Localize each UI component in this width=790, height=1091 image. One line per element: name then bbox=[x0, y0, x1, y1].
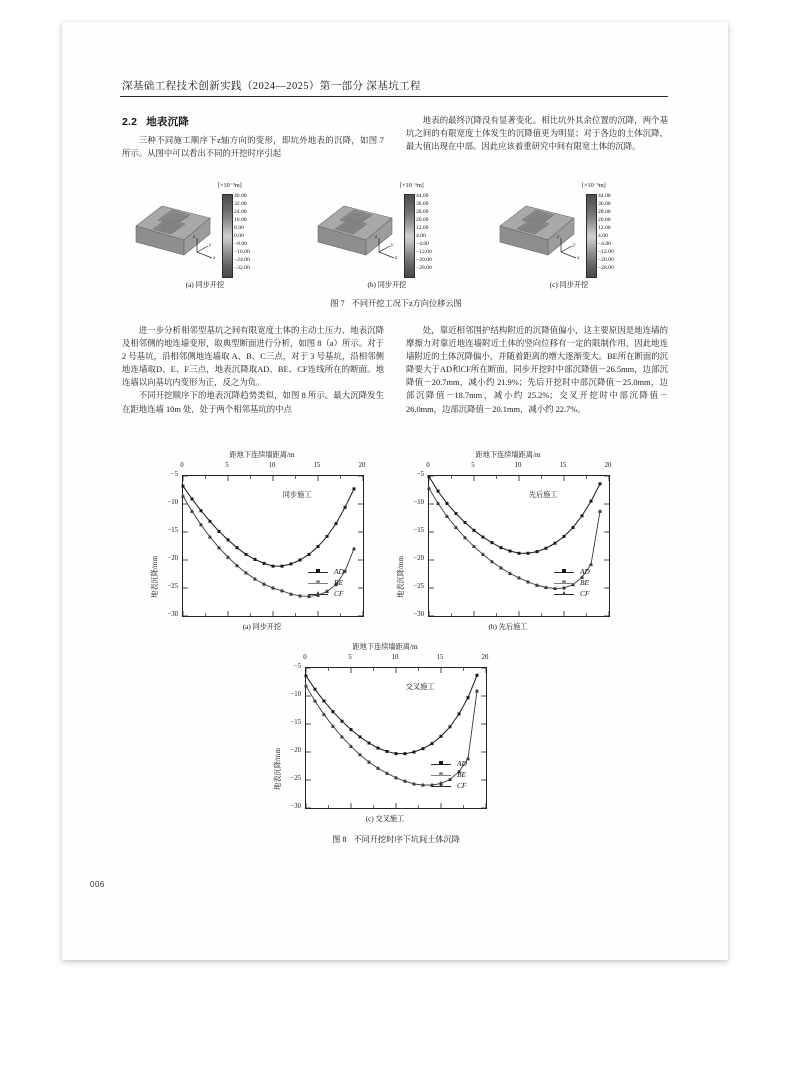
data-point bbox=[563, 535, 566, 538]
svg-text:y: y bbox=[573, 242, 576, 248]
chart-xtick-label: 20 bbox=[604, 462, 612, 469]
chart-annotation: 同步施工 bbox=[282, 491, 312, 500]
series-line-AD bbox=[183, 486, 354, 566]
chart-ytick-label: −20 bbox=[167, 555, 178, 562]
data-point bbox=[377, 747, 380, 750]
colorbar-tick: 12.00 bbox=[598, 225, 611, 231]
colorbar-tick: 20.00 bbox=[598, 217, 611, 223]
chart-xtick-label: 20 bbox=[358, 462, 366, 469]
chart-panel-c bbox=[269, 642, 501, 838]
colorbar-tick: −20.00 bbox=[598, 257, 614, 263]
chart-a-yaxis-title: 地表沉降/mm bbox=[151, 556, 159, 598]
colorbar-b bbox=[404, 194, 415, 278]
figure7-title bbox=[122, 298, 670, 309]
figure7-title-text: 不同开挖工况下z方向位移云图 bbox=[351, 299, 462, 308]
legend-marker-triangle-icon bbox=[316, 591, 320, 595]
chart-c-yaxis-title: 地表沉降/mm bbox=[274, 748, 282, 790]
figure7-panel-c bbox=[494, 182, 664, 294]
figure7-panel-b bbox=[312, 182, 482, 294]
chart-xtick-label: 10 bbox=[391, 654, 399, 661]
figure8-label: 图 8 bbox=[332, 835, 347, 844]
data-point bbox=[464, 521, 467, 524]
colorbar-tick: −28.00 bbox=[598, 265, 614, 271]
data-point bbox=[527, 552, 530, 555]
paragraph: 三种不同施工顺序下z轴方向的变形，即坑外地表的沉降，如图 7 所示。从图中可以看出不同的开挖时序引起 bbox=[122, 136, 384, 159]
colorbar-tick: 28.00 bbox=[598, 209, 611, 215]
section-title: 地表沉降 bbox=[146, 116, 190, 128]
chart-xtick-label: 0 bbox=[180, 462, 184, 469]
legend-label: CF bbox=[457, 781, 467, 791]
svg-text:z: z bbox=[557, 234, 560, 240]
data-point bbox=[446, 502, 449, 505]
data-point bbox=[437, 490, 440, 493]
data-point bbox=[350, 728, 353, 731]
series-line-CF bbox=[429, 488, 600, 588]
body-column-left-mid bbox=[122, 324, 384, 416]
colorbar-tick: −12.00 bbox=[416, 249, 432, 255]
colorbar-a bbox=[222, 194, 233, 278]
colorbar-tick: 8.00 bbox=[234, 225, 244, 231]
colorbar-tick: 36.00 bbox=[416, 201, 429, 207]
chart-ytick-label: −30 bbox=[413, 611, 424, 618]
colorbar-tick: −28.00 bbox=[416, 265, 432, 271]
data-point bbox=[518, 552, 521, 555]
colorbar-tick: 16.00 bbox=[234, 217, 247, 223]
legend-label: CF bbox=[334, 589, 344, 599]
chart-xtick-label: 0 bbox=[426, 462, 430, 469]
chart-ytick-label: −25 bbox=[290, 775, 301, 782]
colorbar-tick: −16.00 bbox=[234, 249, 250, 255]
colorbar-ticklabels-b bbox=[416, 192, 432, 272]
colorbar-tick: 40.00 bbox=[234, 193, 247, 199]
chart-a-caption: (a) 同步开挖 bbox=[242, 623, 282, 631]
running-head: 深基础工程技术创新实践（2024—2025）第一部分 深基坑工程 bbox=[122, 81, 421, 92]
series-line-CF bbox=[183, 496, 354, 599]
colorbar-tick: 0.00 bbox=[234, 233, 244, 239]
data-point bbox=[191, 497, 194, 500]
chart-xtick-label: 10 bbox=[268, 462, 276, 469]
data-point bbox=[323, 700, 326, 703]
chart-xtick-label: 5 bbox=[225, 462, 229, 469]
chart-c-xaxis-title: 距地下连续墙距离/m bbox=[352, 643, 418, 651]
data-point bbox=[200, 509, 203, 512]
data-point bbox=[281, 565, 284, 568]
data-point bbox=[182, 485, 185, 488]
legend-marker-square-icon bbox=[562, 569, 566, 573]
data-point bbox=[368, 742, 371, 745]
paragraph: 不同开挖顺序下的地表沉降趋势类似，如图 8 所示。最大沉降发生在距地连墙 10m 处，处于两个相邻基坑的中点 bbox=[122, 391, 384, 414]
figure-7 bbox=[122, 182, 670, 308]
legend-marker-triangle-icon bbox=[439, 783, 443, 787]
chart-annotation: 先后施工 bbox=[528, 491, 558, 500]
data-point bbox=[404, 752, 407, 755]
series-line-AD bbox=[306, 675, 477, 753]
data-point bbox=[353, 487, 356, 490]
chart-a-xaxis-title: 距地下连续墙距离/m bbox=[229, 451, 295, 459]
figure7-caption-b: (b) 同步开挖 bbox=[367, 281, 407, 289]
data-point bbox=[305, 674, 308, 677]
legend-marker-square-icon bbox=[439, 761, 443, 765]
series-line-CF bbox=[306, 686, 477, 785]
data-point bbox=[386, 750, 389, 753]
svg-text:x: x bbox=[213, 255, 216, 261]
data-point bbox=[236, 546, 239, 549]
data-point bbox=[359, 735, 362, 738]
colorbar-tick: −24.00 bbox=[234, 257, 250, 263]
data-point bbox=[590, 500, 593, 503]
data-point bbox=[467, 696, 470, 699]
colorbar-tick: −12.00 bbox=[598, 249, 614, 255]
colorbar-unit-label: [×10⁻³m] bbox=[582, 182, 606, 189]
colorbar-tick: 32.00 bbox=[234, 201, 247, 207]
figure8-title-text: 不同开挖时序下坑间土体沉降 bbox=[353, 835, 460, 844]
colorbar-tick: −8.00 bbox=[234, 241, 247, 247]
series-line-BE bbox=[306, 686, 477, 785]
data-point bbox=[449, 725, 452, 728]
body-column-right-top bbox=[406, 114, 668, 153]
colorbar-tick: 44.00 bbox=[416, 193, 429, 199]
colorbar-tick: 4.00 bbox=[416, 233, 426, 239]
axis-triad-b bbox=[374, 234, 400, 260]
chart-ytick-label: −20 bbox=[290, 747, 301, 754]
legend-label: AD bbox=[457, 759, 467, 769]
data-point bbox=[455, 512, 458, 515]
colorbar-ticklabels-c bbox=[598, 192, 614, 272]
data-point bbox=[482, 536, 485, 539]
section-number: 2.2 bbox=[122, 116, 138, 128]
data-point bbox=[227, 538, 230, 541]
data-point bbox=[554, 542, 557, 545]
chart-ytick-label: −10 bbox=[413, 499, 424, 506]
chart-xtick-label: 10 bbox=[514, 462, 522, 469]
chart-panel-a bbox=[146, 450, 378, 640]
data-point bbox=[245, 553, 248, 556]
data-point bbox=[572, 526, 575, 529]
data-point bbox=[326, 535, 329, 538]
data-point bbox=[458, 712, 461, 715]
colorbar-tick: −4.00 bbox=[598, 241, 611, 247]
body-column-right-mid bbox=[406, 324, 668, 416]
section-heading bbox=[122, 114, 189, 129]
data-point bbox=[440, 735, 443, 738]
paragraph: 进一步分析相邻型基坑之间有限宽度土体的主动土压力、地表沉降及相邻侧的地连墙变形，取典型断面进行分析，如图 8（a）所示。对于 2 号基坑，沿相邻侧地连墙取 A、B、C三点，对于 3 号基坑，沿相邻侧地连墙取D、E、F三点，地表沉降取AD、BE、CF连线所在的断面。地连墙以向基坑内变形为正，反之为负。 bbox=[122, 326, 384, 388]
data-point bbox=[536, 550, 539, 553]
data-point bbox=[299, 559, 302, 562]
svg-text:z: z bbox=[193, 234, 196, 240]
colorbar-tick: 24.00 bbox=[234, 209, 247, 215]
chart-xtick-label: 15 bbox=[313, 462, 321, 469]
chart-xtick-label: 15 bbox=[436, 654, 444, 661]
colorbar-unit-label: [×10⁻³m] bbox=[400, 182, 424, 189]
data-point bbox=[254, 558, 257, 561]
colorbar-tick: −32.00 bbox=[234, 265, 250, 271]
document-page bbox=[62, 22, 728, 960]
chart-annotation: 交叉施工 bbox=[405, 683, 435, 692]
legend-label: CF bbox=[580, 589, 590, 599]
data-point bbox=[428, 475, 431, 478]
chart-ytick-label: −15 bbox=[167, 527, 178, 534]
figure7-label: 图 7 bbox=[330, 299, 345, 308]
series-line-BE bbox=[183, 496, 354, 599]
data-point bbox=[218, 530, 221, 533]
figure8-title bbox=[122, 834, 670, 845]
colorbar-tick: −4.00 bbox=[416, 241, 429, 247]
data-point bbox=[545, 547, 548, 550]
colorbar-tick: 36.00 bbox=[598, 201, 611, 207]
legend-label: BE bbox=[334, 578, 344, 588]
data-point bbox=[491, 541, 494, 544]
figure7-caption-c: (c) 同步开挖 bbox=[549, 281, 589, 289]
chart-xtick-label: 15 bbox=[559, 462, 567, 469]
data-point bbox=[314, 688, 317, 691]
colorbar-ticklabels-a bbox=[234, 192, 250, 272]
chart-ytick-label: −30 bbox=[290, 803, 301, 810]
chart-b-yaxis-title: 地表沉降/mm bbox=[397, 556, 405, 598]
chart-xtick-label: 20 bbox=[481, 654, 489, 661]
chart-ytick-label: −25 bbox=[167, 583, 178, 590]
svg-text:y: y bbox=[391, 242, 394, 248]
legend-marker-square-icon bbox=[316, 569, 320, 573]
series-line-BE bbox=[429, 488, 600, 588]
axis-triad-a bbox=[192, 234, 218, 260]
svg-text:z: z bbox=[375, 234, 378, 240]
chart-ytick-label: −5 bbox=[293, 663, 301, 670]
data-point bbox=[335, 522, 338, 525]
colorbar-tick: 12.00 bbox=[416, 225, 429, 231]
colorbar-c bbox=[586, 194, 597, 278]
legend-marker-triangle-icon bbox=[562, 591, 566, 595]
data-point bbox=[599, 482, 602, 485]
figure7-caption-a: (a) 同步开挖 bbox=[185, 281, 225, 289]
legend-label: AD bbox=[580, 567, 590, 577]
colorbar-tick: 4.00 bbox=[598, 233, 608, 239]
legend-label: BE bbox=[457, 770, 467, 780]
svg-text:x: x bbox=[577, 255, 580, 261]
chart-xtick-label: 0 bbox=[303, 654, 307, 661]
legend-label: AD bbox=[334, 567, 344, 577]
data-point bbox=[344, 506, 347, 509]
chart-ytick-label: −30 bbox=[167, 611, 178, 618]
chart-ytick-label: −15 bbox=[413, 527, 424, 534]
colorbar-tick: 44.00 bbox=[598, 193, 611, 199]
data-point bbox=[413, 751, 416, 754]
body-column-left-top bbox=[122, 134, 384, 160]
data-point bbox=[332, 710, 335, 713]
data-point bbox=[290, 562, 293, 565]
chart-ytick-label: −25 bbox=[413, 583, 424, 590]
data-point bbox=[422, 747, 425, 750]
chart-ytick-label: −5 bbox=[170, 471, 178, 478]
data-point bbox=[509, 550, 512, 553]
paragraph: 地表的最终沉降没有显著变化。相比坑外其余位置的沉降，两个基坑之间的有限宽度土体发生的沉降值更为明显；对于各边的土体沉降，最大值出现在中部。因此应该着重研究中间有限宽土体的沉降。 bbox=[406, 116, 668, 152]
colorbar-tick: −20.00 bbox=[416, 257, 432, 263]
data-point bbox=[341, 720, 344, 723]
colorbar-unit-label: [×10⁻³m] bbox=[218, 182, 242, 189]
data-point bbox=[581, 514, 584, 517]
chart-c-caption: (c) 交叉施工 bbox=[365, 815, 405, 823]
paragraph: 处，靠近相邻围护结构附近的沉降值偏小，这主要原因是地连墙的摩擦力对靠近地连墙附近土体的竖向位移有一定的限制作用，因此地连墙附近的土体沉降偏小，并随着距离的增大逐渐变大。BE所在断面的沉降要大于AD和CF所在断面，同步开挖时中部沉降值－26.5mm，边部沉降值－20.7mm，减小约 21.9%；先后开挖时中部沉降值－25.0mm，边部沉降值－18.7mm，减小约 25.2%；交叉开挖时中部沉降值－26.0mm，边部沉降值－20.1mm，减小约 22.7%。 bbox=[406, 326, 668, 414]
colorbar-tick: 28.00 bbox=[416, 209, 429, 215]
axis-triad-c bbox=[556, 234, 582, 260]
legend-label: BE bbox=[580, 578, 590, 588]
svg-text:y: y bbox=[209, 242, 212, 248]
chart-ytick-label: −20 bbox=[413, 555, 424, 562]
chart-ytick-label: −10 bbox=[167, 499, 178, 506]
data-point bbox=[272, 565, 275, 568]
chart-xtick-label: 5 bbox=[471, 462, 475, 469]
chart-ytick-label: −5 bbox=[416, 471, 424, 478]
page-number: 006 bbox=[90, 880, 105, 889]
chart-b-xaxis-title: 距地下连续墙距离/m bbox=[475, 451, 541, 459]
chart-b-caption: (b) 先后施工 bbox=[488, 623, 528, 631]
figure7-panel-a bbox=[130, 182, 300, 294]
chart-ytick-label: −10 bbox=[290, 691, 301, 698]
data-point bbox=[263, 562, 266, 565]
chart-panel-b bbox=[392, 450, 624, 640]
header-rule bbox=[120, 96, 668, 97]
data-point bbox=[308, 553, 311, 556]
data-point bbox=[395, 752, 398, 755]
chart-ytick-label: −15 bbox=[290, 719, 301, 726]
data-point bbox=[473, 529, 476, 532]
data-point bbox=[476, 674, 479, 677]
data-point bbox=[317, 545, 320, 548]
colorbar-tick: 20.00 bbox=[416, 217, 429, 223]
data-point bbox=[209, 520, 212, 523]
chart-xtick-label: 5 bbox=[348, 654, 352, 661]
data-point bbox=[500, 546, 503, 549]
data-point bbox=[431, 742, 434, 745]
svg-text:x: x bbox=[395, 255, 398, 261]
